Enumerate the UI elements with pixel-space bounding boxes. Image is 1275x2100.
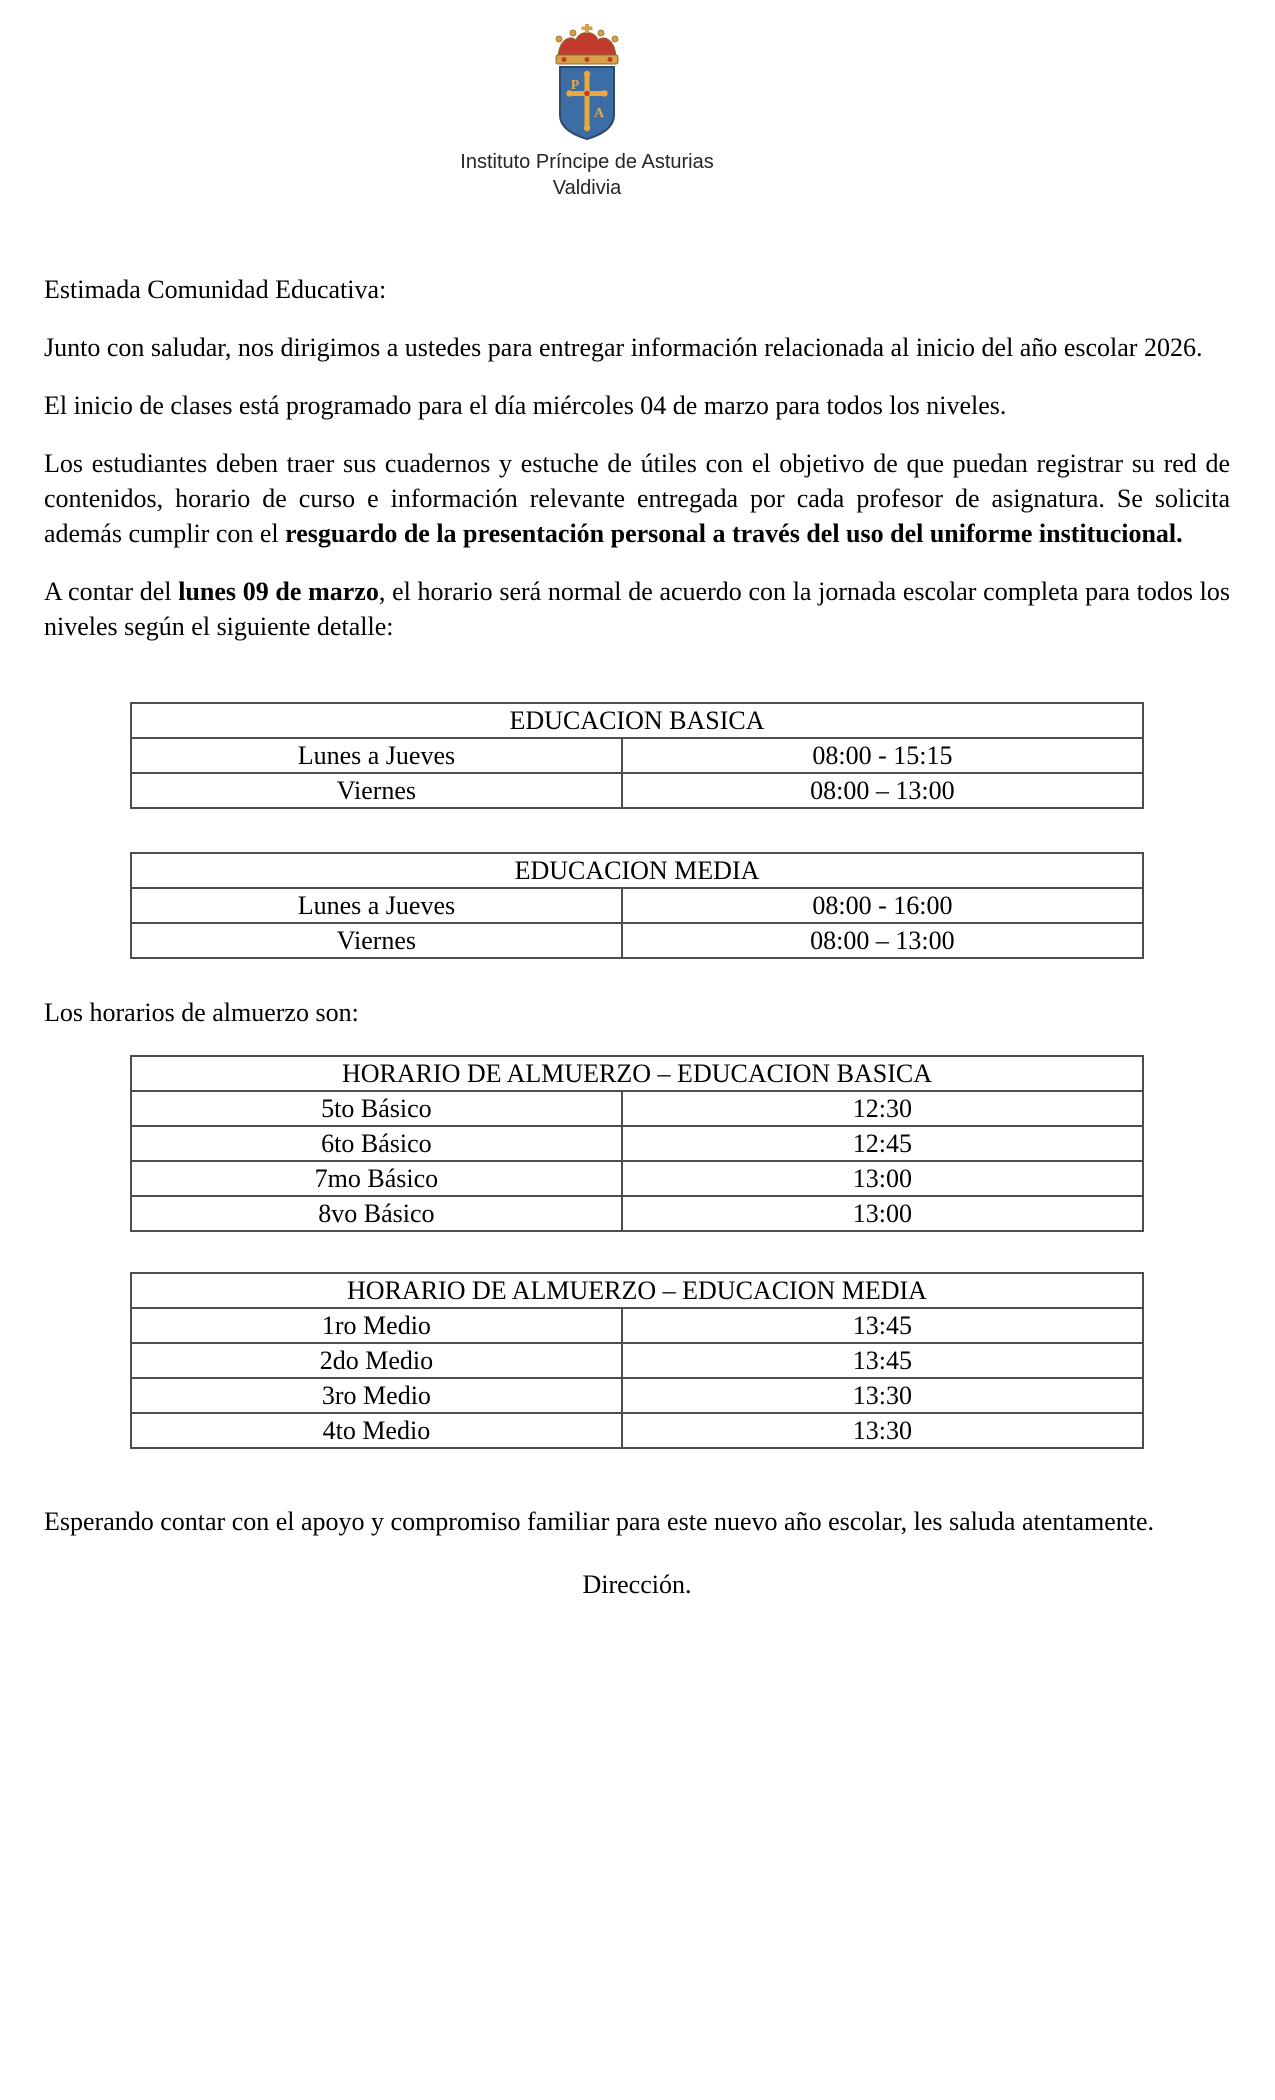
row-value-cell: 08:00 - 15:15 xyxy=(622,738,1143,773)
row-value-cell: 12:45 xyxy=(622,1126,1143,1161)
table-row xyxy=(131,1161,1143,1196)
signature: Dirección. xyxy=(582,1570,692,1599)
crest-letter-p: P xyxy=(570,78,580,93)
paragraph-horario-bold: lunes 09 de marzo xyxy=(178,577,379,606)
institution-name: Instituto Príncipe de Asturias xyxy=(460,151,714,173)
table-row xyxy=(131,773,1143,808)
row-value-cell: 13:30 xyxy=(622,1378,1143,1413)
table-title-row xyxy=(131,703,1143,738)
row-label-cell: Viernes xyxy=(131,773,622,808)
document-header xyxy=(0,0,1180,201)
row-value-cell: 08:00 – 13:00 xyxy=(622,773,1143,808)
table-row xyxy=(131,923,1143,958)
paragraph-utiles-text: Los estudiantes deben traer sus cuadernos y estuche de útiles con el objetivo de que puedan registrar su red de contenidos, horario de curso e información relevante entregada por cada profesor de asignatura. Se solicita además cumplir con el xyxy=(44,449,1230,548)
table-title-row xyxy=(131,1056,1143,1091)
paragraph-horario-pre: A contar del xyxy=(44,577,179,606)
table-row xyxy=(131,1378,1143,1413)
row-value-cell: 13:00 xyxy=(622,1196,1143,1231)
paragraph-intro: Junto con saludar, nos dirigimos a ustedes para entregar información relacionada al inicio del año escolar 2026. xyxy=(44,333,1203,362)
row-value-cell: 13:45 xyxy=(622,1343,1143,1378)
row-label-cell: Viernes xyxy=(131,923,622,958)
table-row xyxy=(131,1343,1143,1378)
row-label-cell: 7mo Básico xyxy=(131,1161,622,1196)
row-value-cell: 12:30 xyxy=(622,1091,1143,1126)
row-label-cell: 1ro Medio xyxy=(131,1308,622,1343)
table-title: EDUCACION BASICA xyxy=(131,703,1143,738)
paragraph-inicio-clases: El inicio de clases está programado para el día miércoles 04 de marzo para todos los niveles. xyxy=(44,391,1007,420)
table-row xyxy=(131,1308,1143,1343)
institution-city: Valdivia xyxy=(552,177,622,199)
row-label-cell: 8vo Básico xyxy=(131,1196,622,1231)
row-label-cell: 3ro Medio xyxy=(131,1378,622,1413)
row-value-cell: 13:00 xyxy=(622,1161,1143,1196)
table-row xyxy=(131,888,1143,923)
paragraph-utiles-bold: resguardo de la presentación personal a través del uso del uniforme institucional. xyxy=(285,519,1183,548)
lunch-table-educacion-media xyxy=(130,1272,1144,1449)
paragraph-horario-post: , el horario será normal de acuerdo con la jornada escolar completa para todos los niveles según el siguiente detalle: xyxy=(44,577,1230,641)
table-row xyxy=(131,738,1143,773)
shield-icon xyxy=(560,67,614,139)
row-label-cell: 5to Básico xyxy=(131,1091,622,1126)
crest-letter-a: A xyxy=(593,106,605,121)
lunch-table-educacion-basica xyxy=(130,1055,1144,1232)
schedule-table-educacion-basica xyxy=(130,702,1144,809)
row-value-cell: 13:45 xyxy=(622,1308,1143,1343)
table-title: HORARIO DE ALMUERZO – EDUCACION MEDIA xyxy=(131,1273,1143,1308)
row-label-cell: 6to Básico xyxy=(131,1126,622,1161)
table-row xyxy=(131,1413,1143,1448)
table-row xyxy=(131,1196,1143,1231)
paragraph-horario xyxy=(44,574,1230,644)
table-title-row xyxy=(131,1273,1143,1308)
row-value-cell: 08:00 – 13:00 xyxy=(622,923,1143,958)
crown-icon xyxy=(556,24,618,64)
school-crest-logo xyxy=(548,23,626,141)
schedule-table-educacion-media xyxy=(130,852,1144,959)
table-title: HORARIO DE ALMUERZO – EDUCACION BASICA xyxy=(131,1056,1143,1091)
letter-body xyxy=(44,272,1230,1602)
table-row xyxy=(131,1126,1143,1161)
table-title: EDUCACION MEDIA xyxy=(131,853,1143,888)
table-title-row xyxy=(131,853,1143,888)
row-label-cell: 4to Medio xyxy=(131,1413,622,1448)
row-value-cell: 13:30 xyxy=(622,1413,1143,1448)
closing-paragraph: Esperando contar con el apoyo y compromiso familiar para este nuevo año escolar, les saluda atentamente. xyxy=(44,1507,1155,1536)
paragraph-utiles xyxy=(44,446,1230,551)
row-label-cell: Lunes a Jueves xyxy=(131,738,622,773)
almuerzo-intro: Los horarios de almuerzo son: xyxy=(44,998,359,1027)
row-value-cell: 08:00 - 16:00 xyxy=(622,888,1143,923)
row-label-cell: Lunes a Jueves xyxy=(131,888,622,923)
salutation: Estimada Comunidad Educativa: xyxy=(44,275,387,304)
row-label-cell: 2do Medio xyxy=(131,1343,622,1378)
table-row xyxy=(131,1091,1143,1126)
